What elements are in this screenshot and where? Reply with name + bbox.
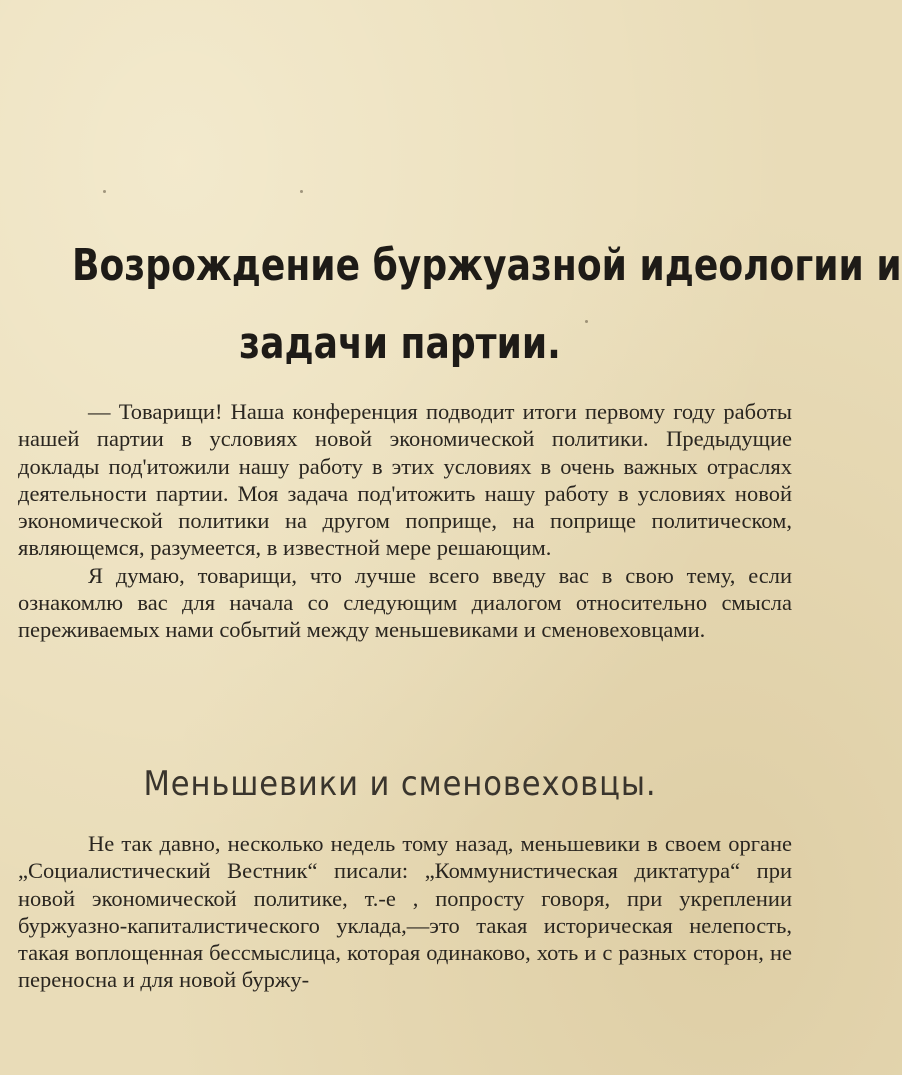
- paper-speck: [103, 190, 106, 193]
- paragraph-section-1: Не так давно, несколько недель тому назад, меньшевики в своем органе „Социалистический Вестник“ писали: „Коммунистическая диктатура“ при новой экономической политике, т.-е , попросту говоря, при укреплении буржуазно-капиталистического уклада,—это такая историческая нелепость, такая воплощенная бессмыслица, которая одинаково, хоть и с разных сторон, не переносна и для новой буржу-: [18, 831, 792, 993]
- intro-section: [18, 398, 792, 644]
- section-body: [18, 830, 792, 994]
- paper-speck: [300, 190, 303, 193]
- paragraph-intro-2: Я думаю, товарищи, что лучше всего введу вас в свою тему, если ознакомлю вас для начала со следующим диалогом относительно смысла переживаемых нами событий между меньшевиками и сменовеховцами.: [18, 562, 792, 643]
- title-line-2: задачи партии.: [239, 318, 561, 369]
- paragraph-intro-1: — Товарищи! Наша конференция подводит итоги первому году работы нашей партии в условиях новой экономической политики. Предыдущие доклады под'итожили нашу работу в этих условиях в очень важных отраслях деятельности партии. Моя задача под'итожить нашу работу в условиях новой экономической политики на другом поприще, на поприще политическом, являющемся, разумеется, в известной мере решающим.: [18, 399, 792, 561]
- section-heading: Меньшевики и сменовеховцы.: [143, 764, 657, 804]
- title-line-1: Возрождение буржуазной идеологии и: [72, 240, 902, 291]
